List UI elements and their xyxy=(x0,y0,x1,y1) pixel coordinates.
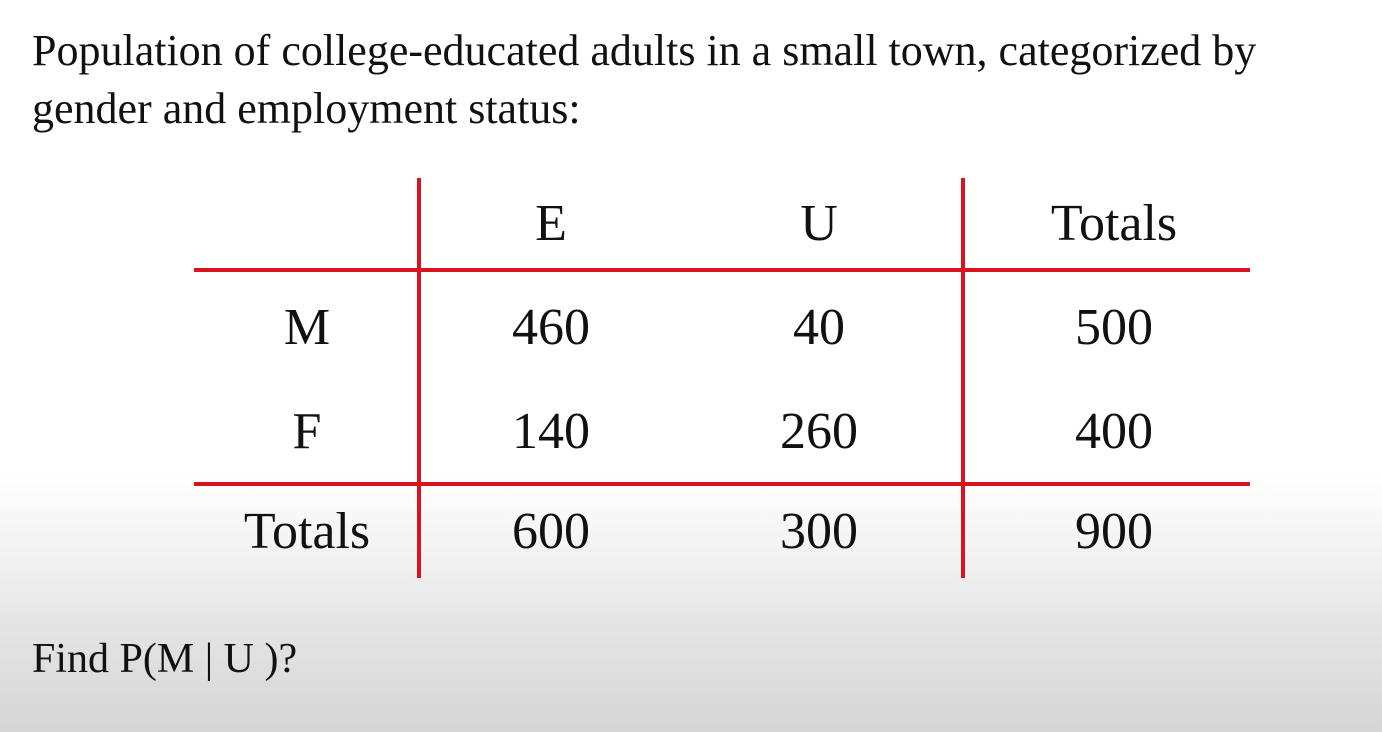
table-divider-horizontal-1 xyxy=(194,268,1250,272)
column-header-totals: Totals xyxy=(1050,195,1178,252)
row-label-male: M xyxy=(283,299,331,356)
question-text: Find P(M | U )? xyxy=(32,636,298,682)
cell-female-unemployed: 260 xyxy=(780,403,858,460)
table-divider-vertical-2 xyxy=(961,178,965,578)
cell-total-employed: 600 xyxy=(512,503,590,560)
table-divider-horizontal-2 xyxy=(194,482,1250,486)
row-label-totals: Totals xyxy=(243,503,371,560)
cell-male-unemployed: 40 xyxy=(793,299,845,356)
contingency-table xyxy=(194,178,1250,578)
cell-male-total: 500 xyxy=(1075,299,1153,356)
cell-female-employed: 140 xyxy=(512,403,590,460)
intro-text: Population of college-educated adults in a small town, categorized by gender and employment status: xyxy=(32,26,1257,133)
cell-female-total: 400 xyxy=(1075,403,1153,460)
cell-male-employed: 460 xyxy=(512,299,590,356)
cell-grand-total: 900 xyxy=(1075,503,1153,560)
cell-total-unemployed: 300 xyxy=(780,503,858,560)
row-label-female: F xyxy=(292,403,322,460)
column-header-employed: E xyxy=(535,195,567,252)
column-header-unemployed: U xyxy=(800,195,838,252)
